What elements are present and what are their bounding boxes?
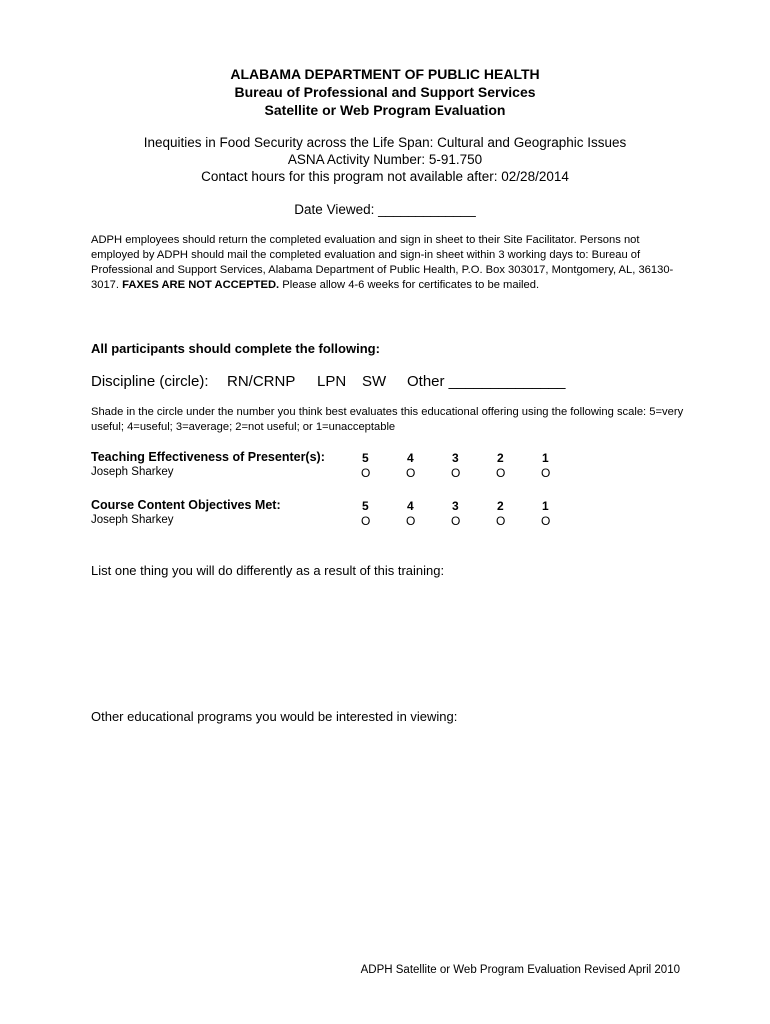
rating-circle-3[interactable]: O	[451, 514, 461, 528]
header-form-title: Satellite or Web Program Evaluation	[264, 102, 506, 118]
rating-circle-5[interactable]: O	[361, 466, 371, 480]
scale-instructions: Shade in the circle under the number you think best evaluates this educational offering using the following scale: 5=very useful; 4=useful; 3=average; 2=not useful; or 1=unacceptable	[91, 406, 684, 433]
rating-heading-content: Course Content Objectives Met:	[91, 498, 281, 512]
score-label-4: 4	[407, 451, 414, 465]
rating-circle-5[interactable]: O	[361, 514, 371, 528]
instructions-text-end: Please allow 4-6 weeks for certificates to be mailed.	[279, 279, 540, 291]
participants-heading: All participants should complete the following:	[91, 341, 380, 356]
score-label-5: 5	[362, 499, 369, 513]
instructions-text: ADPH employees should return the completed evaluation and sign in sheet to their Site Facilitator. Persons not employed by ADPH should mail the completed evaluation and sign-in sheet within 3 working days to: Bureau of Professional and Support Services, Alabama Department of Public Health, P.O. Box 303017, Montgomery, AL, 36130-3017.	[91, 234, 674, 291]
contact-hours: Contact hours for this program not available after: 02/28/2014	[201, 169, 569, 184]
discipline-label: Discipline (circle):	[91, 373, 209, 390]
score-label-2: 2	[497, 499, 504, 513]
answer-area-do-differently[interactable]	[91, 580, 691, 690]
answer-area-other-programs[interactable]	[91, 726, 691, 926]
faxes-warning: FAXES ARE NOT ACCEPTED.	[122, 279, 280, 291]
rating-circle-4[interactable]: O	[406, 514, 416, 528]
activity-number: ASNA Activity Number: 5-91.750	[287, 152, 483, 167]
rating-circle-1[interactable]: O	[541, 514, 551, 528]
score-label-4: 4	[407, 499, 414, 513]
score-label-3: 3	[452, 451, 459, 465]
score-label-1: 1	[542, 451, 549, 465]
program-title: Inequities in Food Security across the Life Span: Cultural and Geographic Issues	[143, 135, 627, 150]
presenter-name: Joseph Sharkey	[91, 514, 174, 526]
score-label-1: 1	[542, 499, 549, 513]
discipline-option-rn-crnp[interactable]: RN/CRNP	[227, 373, 296, 390]
presenter-name: Joseph Sharkey	[91, 466, 174, 478]
discipline-option-lpn[interactable]: LPN	[317, 373, 347, 390]
discipline-option-sw[interactable]: SW	[362, 373, 387, 390]
header-department: ALABAMA DEPARTMENT OF PUBLIC HEALTH	[230, 66, 540, 82]
header-bureau: Bureau of Professional and Support Services	[234, 84, 536, 100]
footer-revision-note: ADPH Satellite or Web Program Evaluation Revised April 2010	[360, 964, 680, 976]
score-label-5: 5	[362, 451, 369, 465]
discipline-option-other[interactable]: Other ______________	[407, 373, 566, 390]
rating-circle-3[interactable]: O	[451, 466, 461, 480]
question-do-differently: List one thing you will do differently as a result of this training:	[91, 563, 445, 578]
score-label-3: 3	[452, 499, 459, 513]
rating-circle-4[interactable]: O	[406, 466, 416, 480]
rating-heading-teaching: Teaching Effectiveness of Presenter(s):	[91, 450, 325, 464]
instructions-paragraph	[91, 233, 691, 293]
rating-circle-1[interactable]: O	[541, 466, 551, 480]
score-label-2: 2	[497, 451, 504, 465]
date-viewed-field[interactable]: Date Viewed: _____________	[294, 202, 476, 217]
rating-circle-2[interactable]: O	[496, 466, 506, 480]
question-other-programs: Other educational programs you would be interested in viewing:	[91, 709, 458, 724]
rating-circle-2[interactable]: O	[496, 514, 506, 528]
